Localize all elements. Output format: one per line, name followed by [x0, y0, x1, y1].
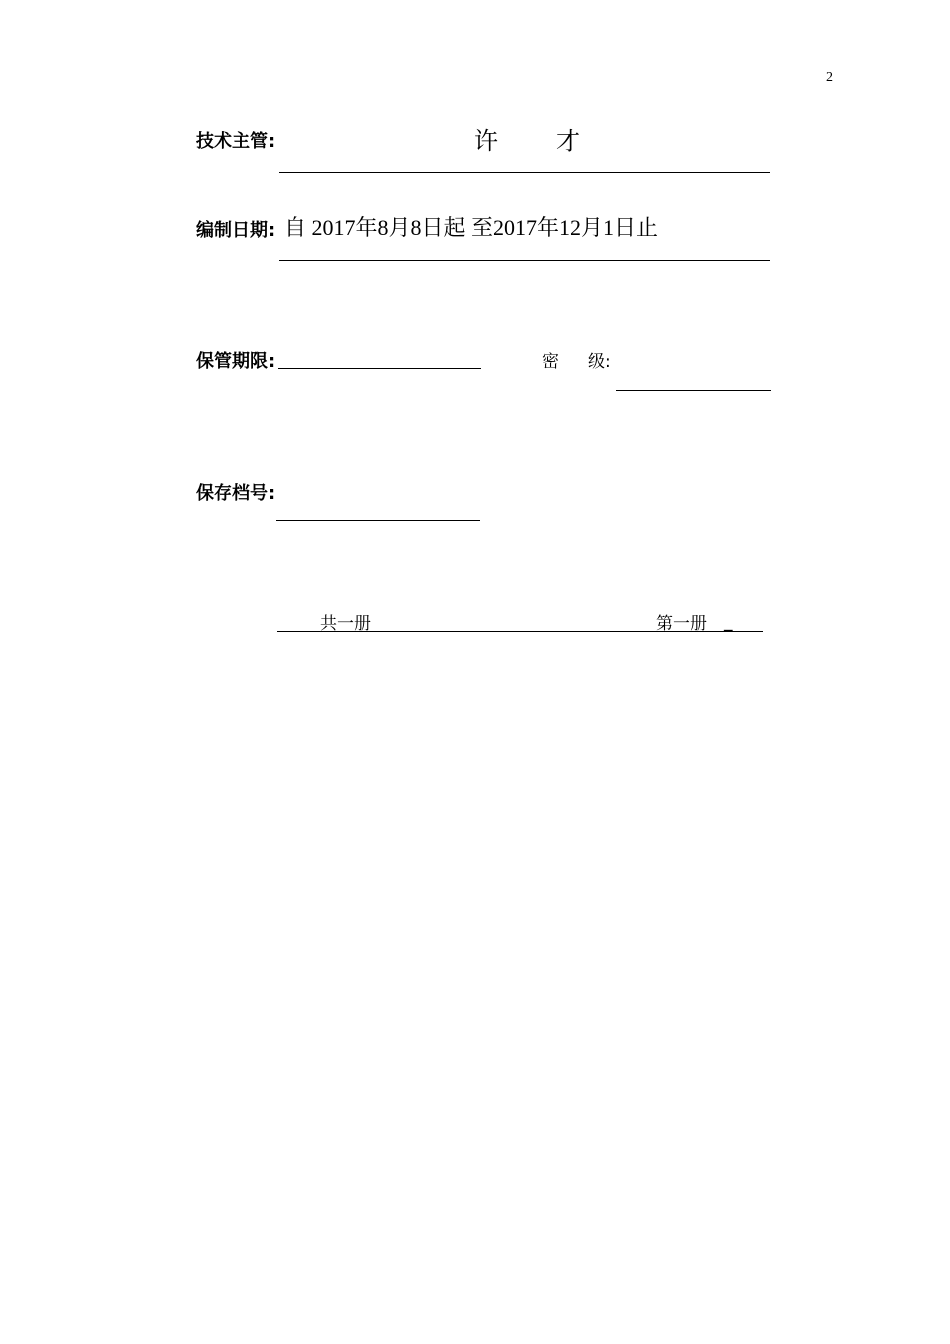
- compile-date-label: 编制日期:: [196, 220, 276, 241]
- secrecy-level-label-first: 密: [542, 352, 559, 372]
- tech-supervisor-name-second: 才: [556, 127, 580, 155]
- retention-period-label: 保管期限:: [196, 351, 276, 372]
- total-volumes: 共一册: [320, 614, 371, 634]
- tech-supervisor-label: 技术主管:: [196, 131, 276, 152]
- retention-period-underline: [278, 368, 481, 369]
- current-volume-suffix: _: [724, 612, 733, 632]
- compile-date-underline: [279, 260, 770, 261]
- compile-date-value: 自 2017年8月8日起 至2017年12月1日止: [284, 215, 659, 240]
- archive-number-underline: [276, 520, 480, 521]
- page-number: 2: [826, 70, 833, 85]
- secrecy-level-label-second: 级:: [588, 352, 611, 372]
- tech-supervisor-name-first: 许: [474, 127, 498, 155]
- secrecy-level-underline: [616, 390, 771, 391]
- volumes-underline: [277, 631, 763, 632]
- tech-supervisor-underline: [279, 172, 770, 173]
- archive-number-label: 保存档号:: [196, 483, 276, 504]
- current-volume: 第一册: [656, 614, 707, 634]
